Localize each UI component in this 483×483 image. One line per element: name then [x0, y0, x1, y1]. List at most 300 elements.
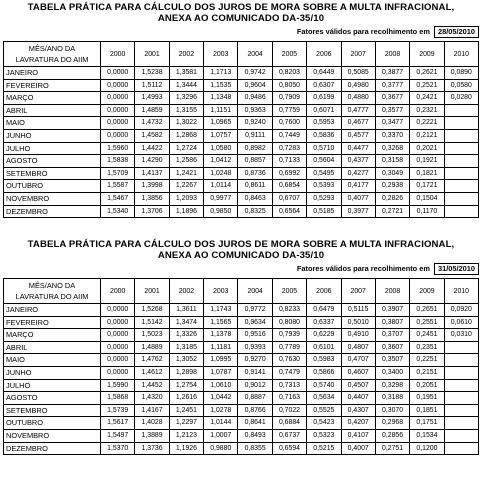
table-row [4, 341, 479, 354]
factor-cell: 0,8493 [238, 429, 272, 442]
factor-cell: 1,5467 [101, 192, 135, 205]
factor-cell: 0,3400 [375, 366, 409, 379]
factor-cell: 0,9012 [238, 379, 272, 392]
table-row [4, 92, 479, 105]
factor-cell: 0,7630 [272, 354, 306, 367]
month-year-header [4, 279, 101, 304]
factor-cell: 0,0000 [101, 366, 135, 379]
factor-cell: 0,4910 [341, 329, 375, 342]
factor-cell: 0,4177 [341, 180, 375, 193]
factor-cell: 0,8641 [238, 417, 272, 430]
factor-cell: 1,0278 [204, 404, 238, 417]
factor-cell: 1,4452 [135, 379, 169, 392]
month-cell: MAIO [4, 354, 101, 367]
year-header: 2003 [204, 279, 238, 304]
year-header: 2007 [341, 279, 375, 304]
title-line-2: ANEXA AO COMUNICADO DA-35/10 [157, 13, 325, 24]
factor-cell: 1,0442 [204, 392, 238, 405]
factor-cell: 0,6307 [307, 79, 341, 92]
fatores-validos [3, 26, 479, 38]
factor-cell: 0,4377 [341, 155, 375, 168]
month-cell: JUNHO [4, 129, 101, 142]
factor-cell: 1,1896 [169, 205, 203, 218]
header-line-2: LAVRATURA DO AIIM [15, 55, 89, 64]
factor-cell: 0,8325 [238, 205, 272, 218]
factor-cell: 0,5115 [341, 304, 375, 317]
factor-cell: 0,1851 [410, 404, 444, 417]
factor-cell: 1,3889 [135, 429, 169, 442]
factor-cell: 0,2051 [410, 379, 444, 392]
table-row [4, 180, 479, 193]
year-header: 2009 [410, 279, 444, 304]
year-header: 2005 [272, 279, 306, 304]
factor-cell: 1,3581 [169, 67, 203, 80]
factor-cell: 1,3474 [169, 316, 203, 329]
factor-cell: 0,3188 [375, 392, 409, 405]
factor-cell: 0,9772 [238, 304, 272, 317]
factor-cell: 0,0000 [101, 354, 135, 367]
factor-cell: 0,6707 [272, 192, 306, 205]
factor-cell: 1,4762 [135, 354, 169, 367]
factor-cell: 0,8080 [272, 316, 306, 329]
factor-cell: 0,5323 [307, 429, 341, 442]
table-row [4, 404, 479, 417]
factor-cell: 0,0000 [101, 341, 135, 354]
factor-cell: 0,0000 [101, 79, 135, 92]
year-header: 2010 [444, 42, 478, 67]
factor-cell: 0,4980 [341, 79, 375, 92]
factor-cell: 0,5634 [307, 392, 341, 405]
table-title [3, 239, 479, 261]
factor-cell: 0,3707 [375, 329, 409, 342]
table-row [4, 104, 479, 117]
factor-cell: 0,7479 [272, 366, 306, 379]
month-cell: SETEMBRO [4, 167, 101, 180]
fatores-label: Fatores válidos para recolhimento em [296, 27, 430, 36]
factor-cell: 1,5990 [101, 379, 135, 392]
factor-cell: 0,7909 [272, 92, 306, 105]
table-row [4, 67, 479, 80]
factor-cell: 0,8463 [238, 192, 272, 205]
factor-cell: 1,4290 [135, 155, 169, 168]
factor-cell: 0,9634 [238, 316, 272, 329]
factor-cell: 0,7939 [272, 329, 306, 342]
factor-cell: 0,9742 [238, 67, 272, 80]
factor-cell: 0,8355 [238, 442, 272, 455]
factor-cell: 0,5866 [307, 366, 341, 379]
factor-cell: 0,6229 [307, 329, 341, 342]
factor-cell: 1,4993 [135, 92, 169, 105]
factor-cell: 1,1713 [204, 67, 238, 80]
factor-cell: 0,6594 [272, 442, 306, 455]
factor-cell: 0,7133 [272, 155, 306, 168]
table-row [4, 129, 479, 142]
factor-cell: 0,3807 [375, 316, 409, 329]
header-line-1: MÊS/ANO DA [28, 44, 76, 53]
factor-cell: 1,4889 [135, 341, 169, 354]
factor-cell [444, 117, 478, 130]
year-header: 2009 [410, 42, 444, 67]
fatores-date: 28/05/2010 [434, 26, 479, 38]
factor-cell: 0,2421 [410, 92, 444, 105]
fatores-date: 31/05/2010 [434, 263, 479, 275]
factor-cell: 0,2351 [410, 341, 444, 354]
year-header: 2010 [444, 279, 478, 304]
factor-cell: 1,2421 [169, 167, 203, 180]
factor-cell: 1,1565 [204, 316, 238, 329]
factor-cell: 0,4807 [341, 341, 375, 354]
factor-cell [444, 392, 478, 405]
factor-cell: 0,8203 [272, 67, 306, 80]
month-cell: SETEMBRO [4, 404, 101, 417]
factor-cell: 0,5423 [307, 417, 341, 430]
fatores-label: Fatores válidos para recolhimento em [296, 264, 430, 273]
factor-cell: 0,2751 [375, 442, 409, 455]
month-cell: MARÇO [4, 92, 101, 105]
factor-cell: 0,9393 [238, 341, 272, 354]
factor-cell: 1,2451 [169, 404, 203, 417]
table-body [4, 67, 479, 218]
factor-cell: 0,3877 [375, 67, 409, 80]
year-header: 2007 [341, 42, 375, 67]
factor-cell: 0,1721 [410, 180, 444, 193]
factor-cell: 0,6337 [307, 316, 341, 329]
month-cell: FEVEREIRO [4, 79, 101, 92]
factor-cell: 1,5617 [101, 417, 135, 430]
factor-cell: 0,0000 [101, 117, 135, 130]
factor-cell: 1,1535 [204, 79, 238, 92]
year-header: 2000 [101, 42, 135, 67]
factor-cell: 0,3577 [375, 104, 409, 117]
factor-cell: 1,5960 [101, 142, 135, 155]
factor-cell: 1,5142 [135, 316, 169, 329]
factor-cell: 1,0114 [204, 180, 238, 193]
factor-cell: 1,4582 [135, 129, 169, 142]
factor-cell: 0,0610 [444, 316, 478, 329]
factor-cell: 0,7283 [272, 142, 306, 155]
factor-cell: 0,4477 [341, 142, 375, 155]
factor-cell: 0,3158 [375, 155, 409, 168]
factor-cell: 0,0000 [101, 104, 135, 117]
factor-cell: 1,4859 [135, 104, 169, 117]
table-row [4, 167, 479, 180]
factor-cell: 0,5604 [307, 155, 341, 168]
factor-cell: 0,9604 [238, 79, 272, 92]
factor-cell: 1,1151 [204, 104, 238, 117]
factor-cell: 0,4777 [341, 104, 375, 117]
factor-cell: 0,2121 [410, 129, 444, 142]
factor-cell: 0,8736 [238, 167, 272, 180]
factor-cell: 0,0000 [101, 304, 135, 317]
year-header: 2000 [101, 279, 135, 304]
factor-cell: 0,4677 [341, 117, 375, 130]
month-cell: NOVEMBRO [4, 192, 101, 205]
factor-cell: 0,2021 [410, 142, 444, 155]
factor-cell: 1,2267 [169, 180, 203, 193]
factor-cell: 0,5215 [307, 442, 341, 455]
factor-cell: 0,9516 [238, 329, 272, 342]
factor-cell: 1,3185 [169, 341, 203, 354]
factor-cell: 0,3298 [375, 379, 409, 392]
factor-cell: 1,5340 [101, 205, 135, 218]
factor-cell: 0,4307 [341, 404, 375, 417]
factor-cell [444, 180, 478, 193]
juros-table-section-2 [3, 239, 479, 455]
year-header: 2004 [238, 279, 272, 304]
factor-cell: 0,0310 [444, 329, 478, 342]
table-row [4, 392, 479, 405]
factor-cell [444, 129, 478, 142]
factor-cell: 1,5268 [135, 304, 169, 317]
factor-cell: 0,4577 [341, 129, 375, 142]
factor-cell: 0,3370 [375, 129, 409, 142]
factor-cell [444, 379, 478, 392]
factor-cell: 0,2451 [410, 329, 444, 342]
factor-cell: 1,3706 [135, 205, 169, 218]
table-header-row [4, 42, 479, 67]
factor-cell: 0,3777 [375, 79, 409, 92]
factor-cell: 0,7789 [272, 341, 306, 354]
table-title [3, 2, 479, 24]
factor-cell: 0,2721 [375, 205, 409, 218]
factor-cell: 0,8233 [272, 304, 306, 317]
factor-cell: 0,5710 [307, 142, 341, 155]
factor-cell: 0,0000 [101, 67, 135, 80]
month-cell: DEZEMBRO [4, 205, 101, 218]
month-year-header [4, 42, 101, 67]
factor-cell: 0,5495 [307, 167, 341, 180]
factor-cell: 0,9486 [238, 92, 272, 105]
month-cell: MARÇO [4, 329, 101, 342]
factor-cell: 1,4612 [135, 366, 169, 379]
factor-cell: 0,4077 [341, 192, 375, 205]
table-row [4, 117, 479, 130]
factor-cell: 0,0000 [101, 329, 135, 342]
month-cell: MAIO [4, 117, 101, 130]
juros-table-section-1 [3, 2, 479, 218]
factor-cell [444, 341, 478, 354]
factor-cell: 1,4422 [135, 142, 169, 155]
factor-cell: 1,2724 [169, 142, 203, 155]
year-header: 2002 [169, 279, 203, 304]
factor-cell: 0,3977 [341, 205, 375, 218]
factor-cell: 0,5525 [307, 404, 341, 417]
factor-cell: 1,0995 [204, 354, 238, 367]
month-cell: FEVEREIRO [4, 316, 101, 329]
factor-cell: 0,8982 [238, 142, 272, 155]
factor-cell: 0,2251 [410, 354, 444, 367]
factor-cell: 1,2898 [169, 366, 203, 379]
factor-cell: 1,0965 [204, 117, 238, 130]
factor-cell: 0,9141 [238, 366, 272, 379]
factor-cell: 0,7022 [272, 404, 306, 417]
table-row [4, 429, 479, 442]
factor-cell: 1,1181 [204, 341, 238, 354]
factor-cell: 1,5370 [101, 442, 135, 455]
table-body [4, 304, 479, 455]
factor-cell: 1,0007 [204, 429, 238, 442]
factor-cell: 1,4028 [135, 417, 169, 430]
factor-cell: 1,0580 [204, 142, 238, 155]
factor-cell [444, 354, 478, 367]
factor-cell: 0,3677 [375, 92, 409, 105]
table-row [4, 442, 479, 455]
factor-cell: 0,3607 [375, 341, 409, 354]
factor-cell [444, 417, 478, 430]
factor-cell: 1,0610 [204, 379, 238, 392]
month-cell: JANEIRO [4, 67, 101, 80]
factor-cell: 0,8050 [272, 79, 306, 92]
factor-cell: 1,3998 [135, 180, 169, 193]
header-line-1: MÊS/ANO DA [28, 281, 76, 290]
factor-cell [444, 142, 478, 155]
month-cell: JULHO [4, 142, 101, 155]
factor-cell: 0,0000 [101, 316, 135, 329]
factor-cell: 0,2221 [410, 117, 444, 130]
factor-cell: 0,0000 [101, 129, 135, 142]
factor-cell: 0,9977 [204, 192, 238, 205]
factor-cell: 0,5185 [307, 205, 341, 218]
factor-cell: 0,4607 [341, 366, 375, 379]
factor-cell: 1,5868 [101, 392, 135, 405]
factor-cell: 0,6199 [307, 92, 341, 105]
factor-cell: 1,4732 [135, 117, 169, 130]
table-row [4, 304, 479, 317]
factor-cell: 1,0757 [204, 129, 238, 142]
month-cell: DEZEMBRO [4, 442, 101, 455]
month-cell: ABRIL [4, 341, 101, 354]
factor-cell: 0,9880 [204, 442, 238, 455]
factor-cell: 0,2151 [410, 366, 444, 379]
factor-cell: 1,2297 [169, 417, 203, 430]
month-cell: AGOSTO [4, 155, 101, 168]
year-header: 2008 [375, 42, 409, 67]
factor-cell: 0,1534 [410, 429, 444, 442]
factor-cell: 0,2321 [410, 104, 444, 117]
title-line-1: TABELA PRÁTICA PARA CÁLCULO DOS JUROS DE MORA SOBRE A MULTA INFRACIONAL, [27, 239, 455, 250]
table-row [4, 155, 479, 168]
factor-cell: 0,6992 [272, 167, 306, 180]
factor-cell: 0,1751 [410, 417, 444, 430]
factor-cell: 1,0787 [204, 366, 238, 379]
factor-cell: 1,3444 [169, 79, 203, 92]
factor-cell: 0,9270 [238, 354, 272, 367]
factor-cell: 0,7449 [272, 129, 306, 142]
table-row [4, 79, 479, 92]
factor-cell: 0,5293 [307, 192, 341, 205]
factor-cell: 1,3326 [169, 329, 203, 342]
factor-cell: 0,3907 [375, 304, 409, 317]
factor-cell: 1,3736 [135, 442, 169, 455]
factor-cell: 1,2868 [169, 129, 203, 142]
factor-cell: 0,5010 [341, 316, 375, 329]
header-line-2: LAVRATURA DO AIIM [15, 292, 89, 301]
month-cell: JUNHO [4, 366, 101, 379]
factor-cell: 0,9240 [238, 117, 272, 130]
factor-cell: 0,0000 [101, 92, 135, 105]
factor-cell: 1,4320 [135, 392, 169, 405]
table-row [4, 329, 479, 342]
year-header: 2006 [307, 42, 341, 67]
factor-cell: 1,3052 [169, 354, 203, 367]
factor-cell: 1,5709 [101, 167, 135, 180]
factor-cell: 0,2551 [410, 316, 444, 329]
factor-cell: 0,3268 [375, 142, 409, 155]
factor-cell: 0,2826 [375, 192, 409, 205]
factor-cell: 1,0248 [204, 167, 238, 180]
factor-cell: 0,4880 [341, 92, 375, 105]
factor-cell: 0,1821 [410, 167, 444, 180]
month-cell: NOVEMBRO [4, 429, 101, 442]
factor-cell [444, 429, 478, 442]
table-row [4, 316, 479, 329]
factor-cell: 1,2123 [169, 429, 203, 442]
factor-cell: 0,6479 [307, 304, 341, 317]
table-row [4, 142, 479, 155]
factor-cell: 0,1170 [410, 205, 444, 218]
factor-cell: 1,5023 [135, 329, 169, 342]
year-header: 2003 [204, 42, 238, 67]
factor-cell: 0,7313 [272, 379, 306, 392]
factor-cell: 0,6101 [307, 341, 341, 354]
factor-cell: 1,1926 [169, 442, 203, 455]
factor-cell: 0,1504 [410, 192, 444, 205]
month-cell: JANEIRO [4, 304, 101, 317]
factor-cell: 0,2938 [375, 180, 409, 193]
table-row [4, 354, 479, 367]
factor-cell: 0,8857 [238, 155, 272, 168]
year-header: 2006 [307, 279, 341, 304]
factor-cell: 1,3155 [169, 104, 203, 117]
factor-cell: 0,0920 [444, 304, 478, 317]
factor-cell: 0,6564 [272, 205, 306, 218]
factor-cell: 1,5587 [101, 180, 135, 193]
factor-cell: 1,5238 [135, 67, 169, 80]
factor-cell: 0,7600 [272, 117, 306, 130]
factor-cell: 1,4167 [135, 404, 169, 417]
factor-cell: 0,6854 [272, 180, 306, 193]
factor-cell: 0,0890 [444, 67, 478, 80]
factor-cell: 1,0144 [204, 417, 238, 430]
factor-cell: 0,3507 [375, 354, 409, 367]
factor-cell: 0,2621 [410, 67, 444, 80]
factor-cell: 1,5739 [101, 404, 135, 417]
factor-cell: 1,0412 [204, 155, 238, 168]
factor-cell: 0,5836 [307, 129, 341, 142]
factor-cell: 0,8887 [238, 392, 272, 405]
factor-cell: 0,5983 [307, 354, 341, 367]
factor-cell: 1,1348 [204, 92, 238, 105]
factor-cell: 0,2968 [375, 417, 409, 430]
factor-cell: 1,2586 [169, 155, 203, 168]
factor-cell [444, 167, 478, 180]
factor-cell: 0,4207 [341, 417, 375, 430]
factor-cell: 0,6884 [272, 417, 306, 430]
table-row [4, 379, 479, 392]
factor-cell: 0,6071 [307, 104, 341, 117]
factor-cell: 0,4277 [341, 167, 375, 180]
factor-cell [444, 155, 478, 168]
factor-cell: 0,4507 [341, 379, 375, 392]
factor-cell: 0,1200 [410, 442, 444, 455]
month-cell: OUTUBRO [4, 417, 101, 430]
factor-cell: 0,8611 [238, 180, 272, 193]
factor-cell: 0,3070 [375, 404, 409, 417]
factor-cell: 0,4407 [341, 392, 375, 405]
factor-cell: 1,2616 [169, 392, 203, 405]
factor-cell [444, 205, 478, 218]
factor-cell: 0,1921 [410, 155, 444, 168]
